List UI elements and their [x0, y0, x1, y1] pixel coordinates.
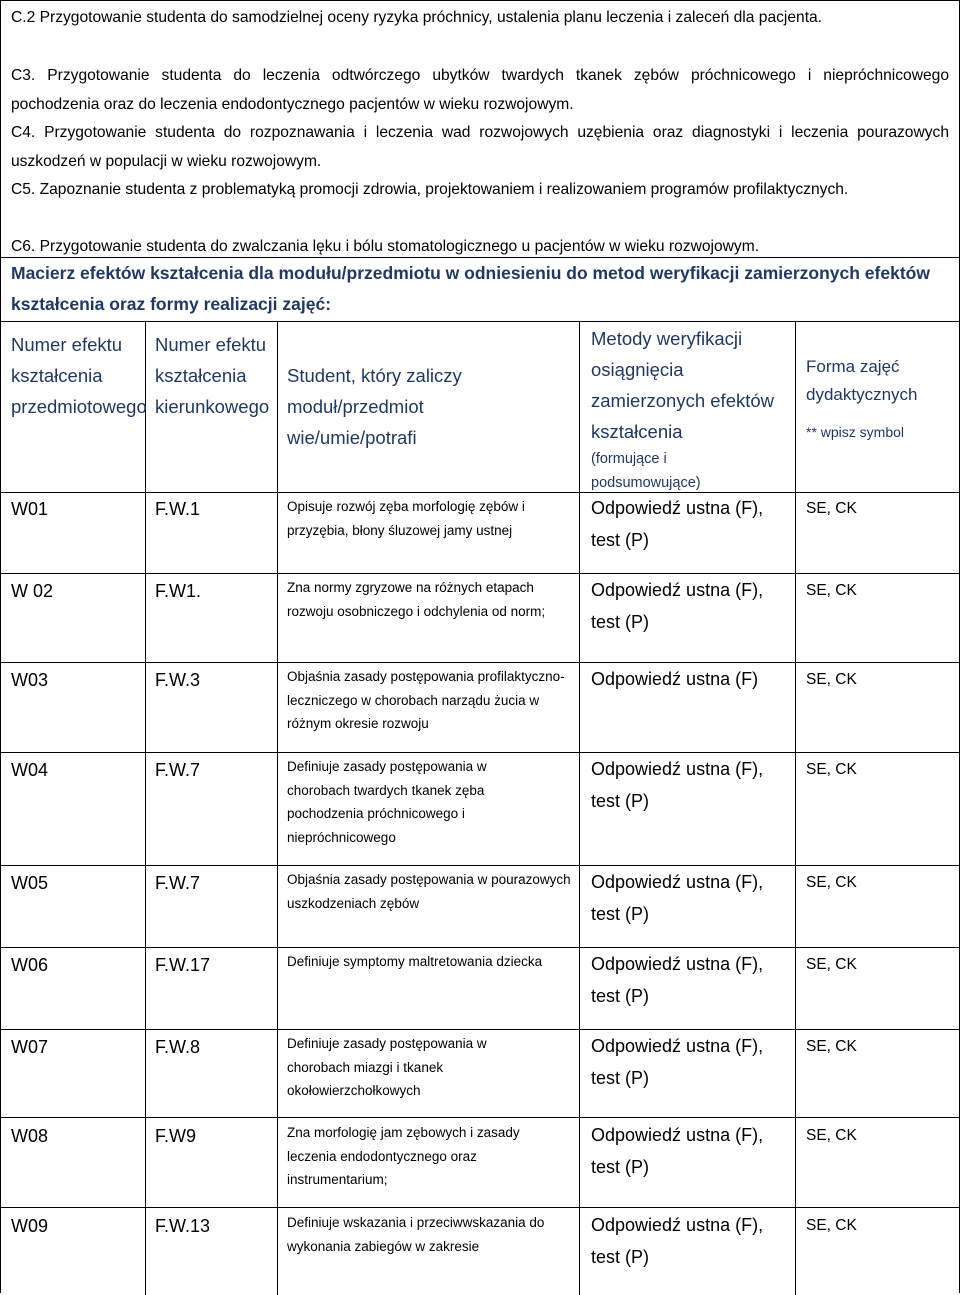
outcome-description: Opisuje rozwój zęba morfologię zębów i przyzębia, błony śluzowej jamy ustnej: [287, 499, 525, 538]
outcome-description: Objaśnia zasady postępowania w pourazowych uszkodzeniach zębów: [287, 872, 571, 911]
verification-method: Odpowiedź ustna (F), test (P): [591, 759, 764, 811]
subject-outcome-number: W 02: [11, 581, 54, 601]
teaching-form-title: Forma zajęć dydaktycznych: [806, 357, 918, 404]
verification-method: Odpowiedź ustna (F), test (P): [591, 1215, 764, 1267]
field-outcome-number: F.W.13: [155, 1216, 211, 1236]
outcome-description: Objaśnia zasady postępowania profilaktyczno-leczniczego w chorobach narządu żucia w różnym okresie rozwoju: [287, 669, 565, 731]
teaching-form-note: ** wpisz symbol: [806, 424, 905, 440]
subject-outcome-number: W03: [11, 670, 49, 690]
header-subject-outcome-number: Numer efektu kształcenia przedmiotowego: [11, 334, 147, 417]
teaching-form: SE, CK: [806, 1127, 857, 1144]
header-teaching-form: [806, 353, 954, 442]
verification-method: Odpowiedź ustna (F), test (P): [591, 1125, 764, 1177]
teaching-form: SE, CK: [806, 956, 857, 973]
teaching-form: SE, CK: [806, 1038, 857, 1055]
outcome-description: Definiuje symptomy maltretowania dziecka: [287, 954, 543, 969]
outcome-description: Zna morfologię jam zębowych i zasady leczenia endodontycznego oraz instrumentarium;: [287, 1125, 520, 1187]
outcome-description: Zna normy zgryzowe na różnych etapach rozwoju osobniczego i odchylenia od norm;: [287, 580, 546, 619]
teaching-form: SE, CK: [806, 582, 857, 599]
verification-method: Odpowiedź ustna (F), test (P): [591, 580, 764, 632]
field-outcome-number: F.W.7: [155, 873, 201, 893]
goal-c4: C4. Przygotowanie studenta do rozpoznawania i leczenia wad rozwojowych uzębienia oraz diagnostyki i leczenia pourazowych uszkodzeń w populacji w wieku rozwojowym.: [11, 124, 949, 170]
teaching-form: SE, CK: [806, 1217, 857, 1234]
column-divider: [145, 321, 146, 1295]
subject-outcome-number: W09: [11, 1216, 49, 1236]
subject-outcome-number: W01: [11, 499, 49, 519]
verification-method: Odpowiedź ustna (F), test (P): [591, 872, 764, 924]
outcome-description: Definiuje zasady postępowania w chorobach miazgi i tkanek okołowierzchołkowych: [287, 1036, 487, 1098]
subject-outcome-number: W06: [11, 955, 49, 975]
outcome-description: Definiuje wskazania i przeciwwskazania do wykonania zabiegów w zakresie: [287, 1215, 545, 1254]
header-student-outcome: Student, który zaliczy moduł/przedmiot wie/umie/potrafi: [287, 365, 462, 448]
field-outcome-number: F.W.1: [155, 499, 201, 519]
header-field-outcome-number: Numer efektu kształcenia kierunkowego: [155, 334, 270, 417]
matrix-heading: Macierz efektów kształcenia dla modułu/przedmiotu w odniesieniu do metod weryfikacji zamierzonych efektów kształcenia oraz formy realizacji zajęć:: [11, 263, 930, 314]
column-divider: [795, 321, 796, 1295]
field-outcome-number: F.W9: [155, 1126, 197, 1146]
subject-outcome-number: W08: [11, 1126, 49, 1146]
outcome-description: Definiuje zasady postępowania w chorobach twardych tkanek zęba pochodzenia próchnicowego i niepróchnicowego: [287, 759, 487, 845]
field-outcome-number: F.W1.: [155, 581, 202, 601]
teaching-form: SE, CK: [806, 761, 857, 778]
goal-c5: C5. Zapoznanie studenta z problematyką promocji zdrowia, projektowaniem i realizowaniem programów profilaktycznych.: [11, 181, 849, 198]
field-outcome-number: F.W.17: [155, 955, 211, 975]
verification-method: Odpowiedź ustna (F): [591, 669, 759, 689]
verification-method: Odpowiedź ustna (F), test (P): [591, 498, 764, 550]
field-outcome-number: F.W.8: [155, 1037, 201, 1057]
subject-outcome-number: W07: [11, 1037, 49, 1057]
header-verification-methods: [591, 323, 791, 495]
course-goals-section: [1, 1, 959, 258]
verification-methods-note: (formujące i podsumowujące): [591, 451, 701, 491]
teaching-form: SE, CK: [806, 874, 857, 891]
teaching-form: SE, CK: [806, 500, 857, 517]
verification-methods-title: Metody weryfikacji osiągnięcia zamierzonych efektów kształcenia: [591, 328, 775, 442]
goal-c6: C6. Przygotowanie studenta do zwalczania lęku i bólu stomatologicznego u pacjentów w wieku rozwojowym.: [11, 238, 760, 255]
verification-method: Odpowiedź ustna (F), test (P): [591, 1036, 764, 1088]
column-divider: [579, 321, 580, 1295]
subject-outcome-number: W05: [11, 873, 49, 893]
verification-method: Odpowiedź ustna (F), test (P): [591, 954, 764, 1006]
field-outcome-number: F.W.7: [155, 760, 201, 780]
subject-outcome-number: W04: [11, 760, 49, 780]
column-divider: [277, 321, 278, 1295]
goal-c3: C3. Przygotowanie studenta do leczenia odtwórczego ubytków twardych tkanek zębów próchnicowego i niepróchnicowego pochodzenia oraz do leczenia endodontycznego pacjentów w wieku rozwojowym.: [11, 67, 949, 113]
field-outcome-number: F.W.3: [155, 670, 201, 690]
teaching-form: SE, CK: [806, 671, 857, 688]
goal-c2: C.2 Przygotowanie studenta do samodzielnej oceny ryzyka próchnicy, ustalenia planu leczenia i zaleceń dla pacjenta.: [11, 9, 823, 26]
